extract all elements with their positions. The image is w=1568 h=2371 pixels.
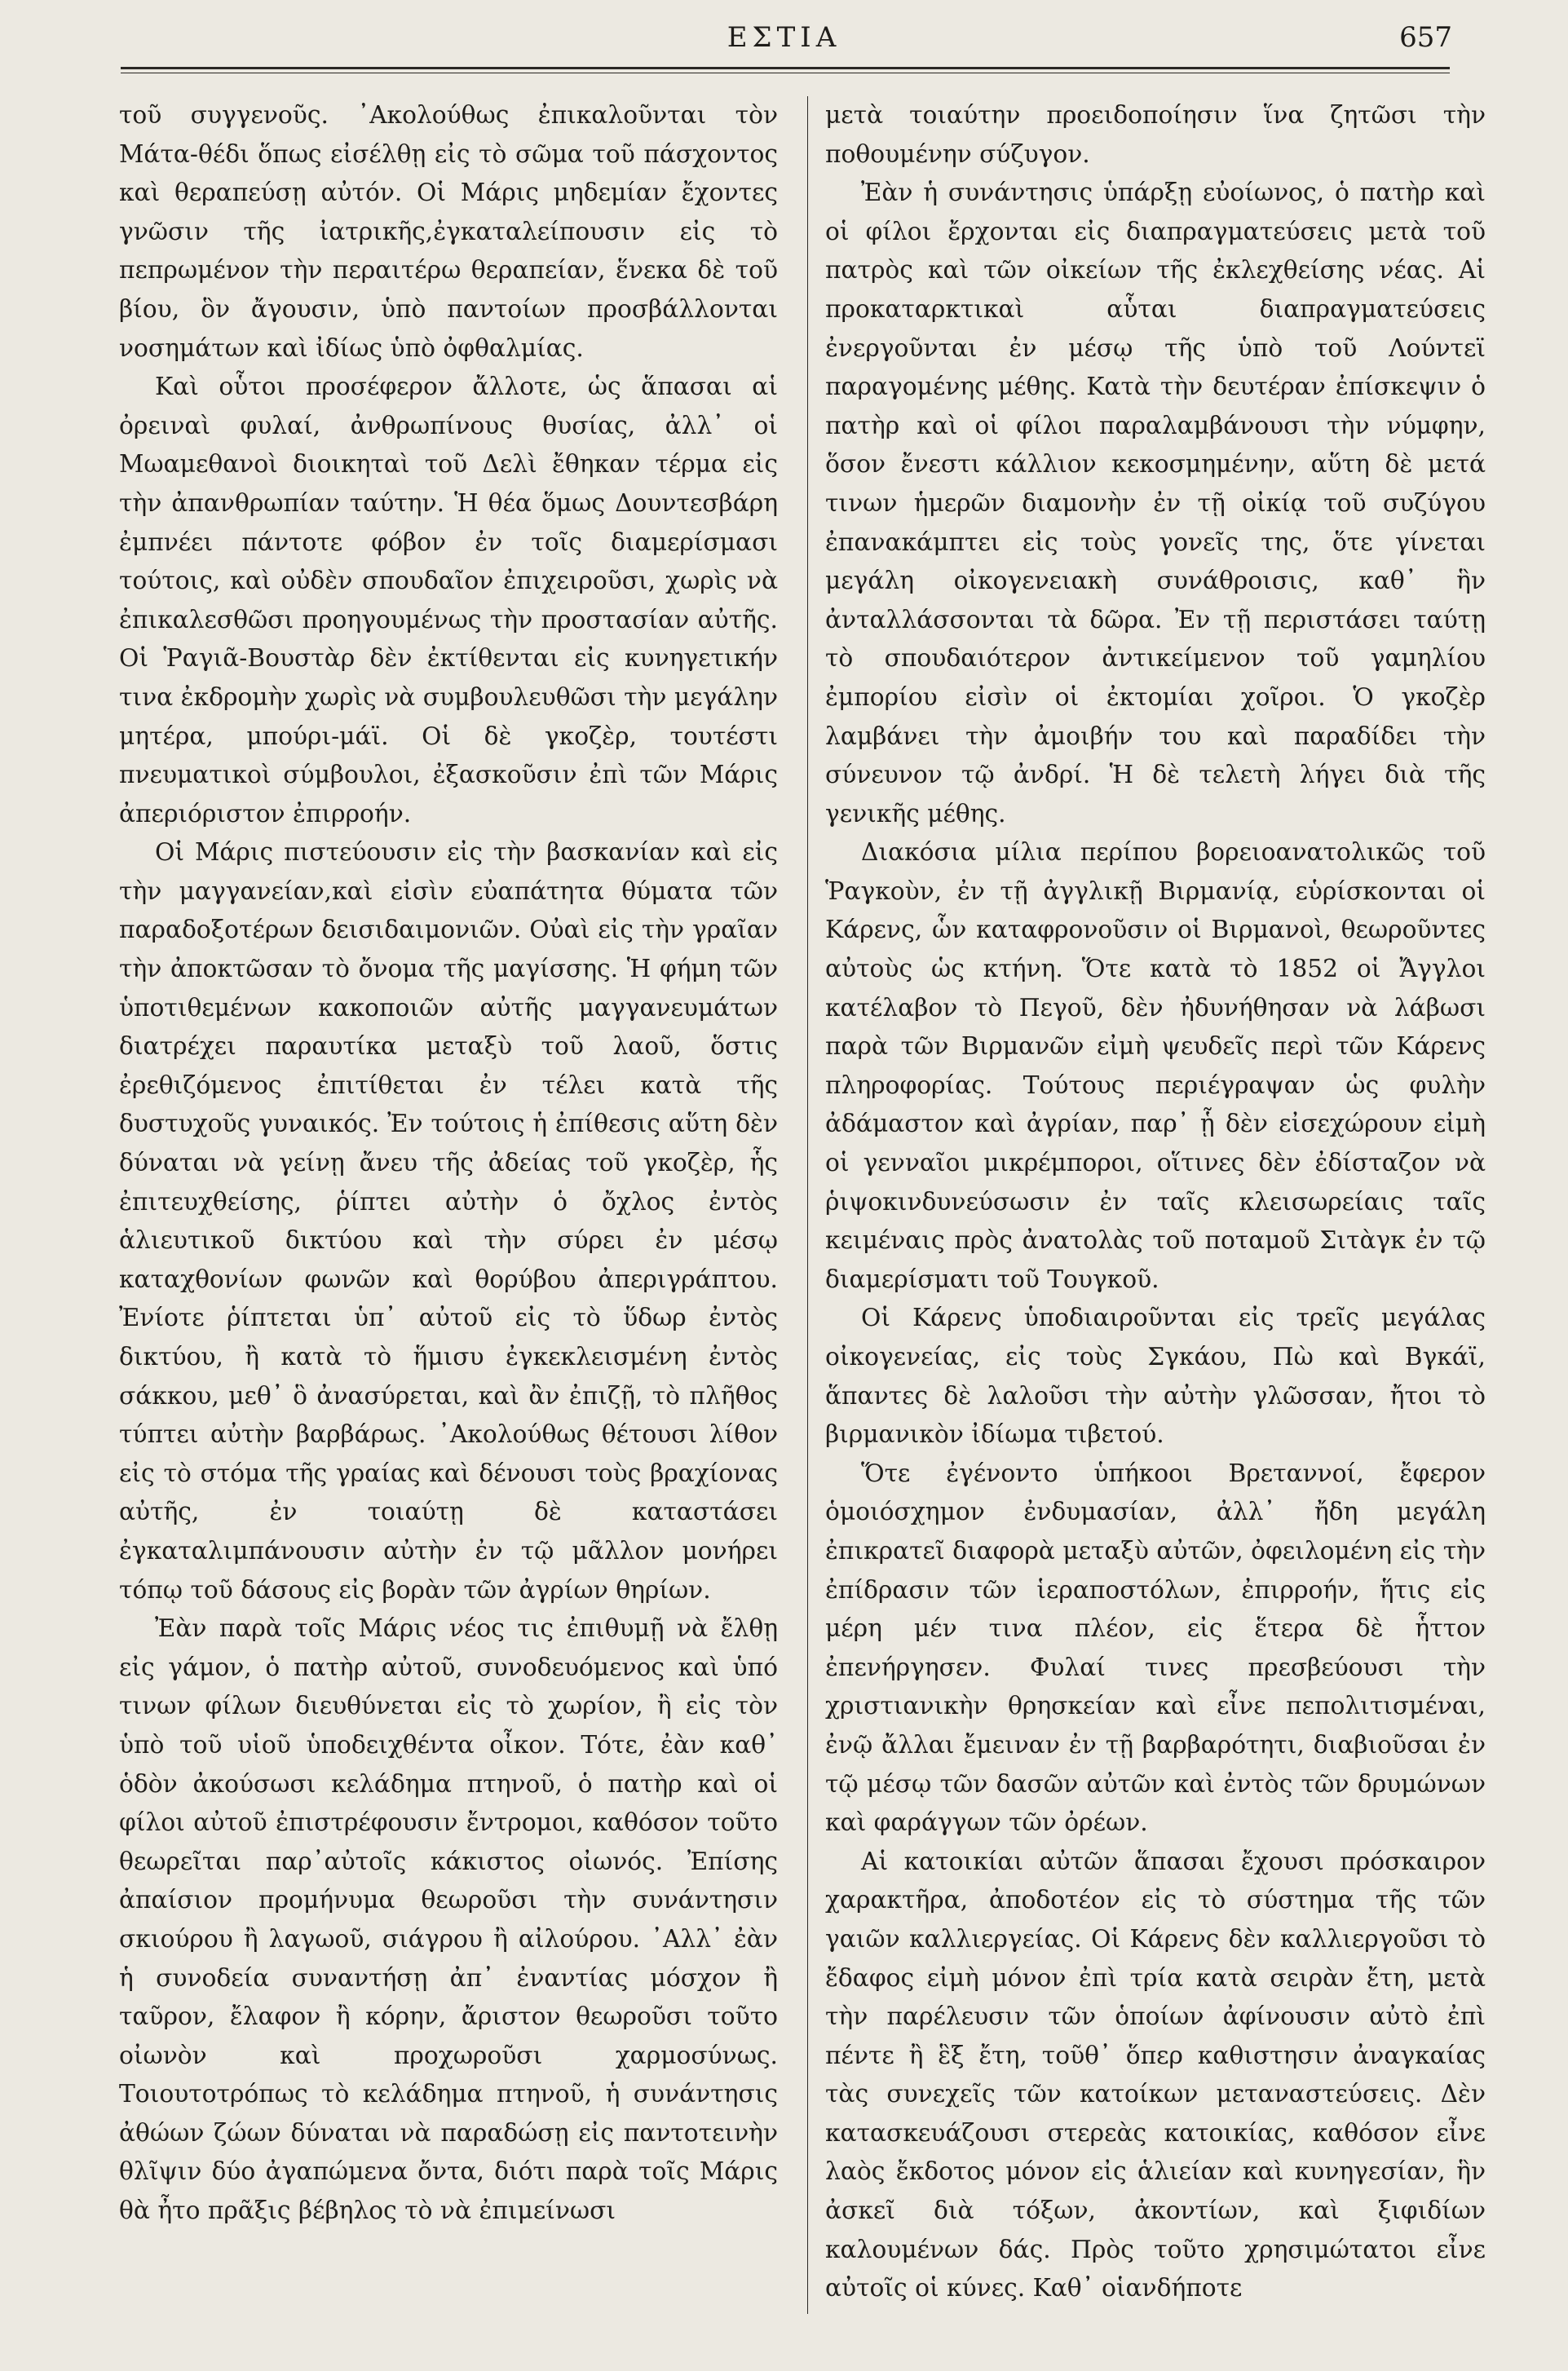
page-number: 657 — [1399, 21, 1452, 54]
paragraph: Οἱ Μάρις πιστεύουσιν εἰς τὴν βασκανίαν καὶ εἰς τὴν μαγγανείαν,καὶ εἰσὶν εὐαπάτητα θύματα τῶν παραδοξοτέρων δεισιδαιμονιῶν. Οὐαὶ εἰς τὴν γραῖαν τὴν ἀποκτῶσαν τὸ ὄνομα τῆς μαγίσσης. Ἡ φήμη τῶν ὑποτιθεμένων κακοποιῶν αὐτῆς μαγγανευμάτων διατρέχει παραυτίκα μεταξὺ τοῦ λαοῦ, ὅστις ἐρεθιζόμενος ἐπιτίθεται ἐν τέλει κατὰ τῆς δυστυχοῦς γυναικός. Ἐν τούτοις ἡ ἐπίθεσις αὕτη δὲν δύναται νὰ γείνῃ ἄνευ τῆς ἀδείας τοῦ γκοζὲρ, ἧς ἐπιτευχθείσης, ῥίπτει αὐτὴν ὁ ὄχλος ἐντὸς ἁλιευτικοῦ δικτύου καὶ τὴν σύρει ἐν μέσῳ καταχθονίων φωνῶν καὶ θορύβου ἀπεριγράπτου. Ἐνίοτε ῥίπτεται ὑπ᾽ αὐτοῦ εἰς τὸ ὕδωρ ἐντὸς δικτύου, ἢ κατὰ τὸ ἥμισυ ἐγκεκλεισμένη ἐντὸς σάκκου, μεθ᾽ ὃ ἀνασύρεται, καὶ ἂν ἐπιζῇ, τὸ πλῆθος τύπτει αὐτὴν βαρβάρως. ᾽Ακολούθως θέτουσι λίθον εἰς τὸ στόμα τῆς γραίας καὶ δένουσι τοὺς βραχίονας αὐτῆς, ἐν τοιαύτῃ δὲ καταστάσει ἐγκαταλιμπάνουσιν αὐτὴν ἐν τῷ μᾶλλον μονήρει τόπῳ τοῦ δάσους εἰς βορὰν τῶν ἀγρίων θηρίων. — [119, 838, 778, 1605]
paragraph: μετὰ τοιαύτην προειδοποίησιν ἵνα ζητῶσι τὴν ποθουμένην σύζυγον. — [825, 101, 1486, 169]
paragraph: Αἱ κατοικίαι αὐτῶν ἅπασαι ἔχουσι πρόσκαιρον χαρακτῆρα, ἀποδοτέον εἰς τὸ σύστημα τῆς τῶν γαιῶν καλλιεργείας. Οἱ Κάρενς δὲν καλλιεργοῦσι τὸ ἔδαφος εἰμὴ μόνον ἐπὶ τρία κατὰ σειρὰν ἔτη, μετὰ τὴν παρέλευσιν τῶν ὁποίων ἀφίνουσιν αὐτὸ ἐπὶ πέντε ἢ ἓξ ἔτη, τοῦθ᾽ ὅπερ καθιστησιν ἀναγκαίας τὰς συνεχεῖς τῶν κατοίκων μεταναστεύσεις. Δὲν κατασκευάζουσι στερεὰς κατοικίας, καθόσον εἶνε λαὸς ἔκδοτος μόνον εἰς ἁλιείαν καὶ κυνηγεσίαν, ἣν ἀσκεῖ διὰ τόξων, ἀκοντίων, καὶ ξιφιδίων καλουμένων δάς. Πρὸς τοῦτο χρησιμώτατοι εἶνε αὐτοῖς οἱ κύνες. Καθ᾽ οἱανδήποτε — [825, 1847, 1486, 2303]
paragraph: Ἐὰν παρὰ τοῖς Μάρις νέος τις ἐπιθυμῇ νὰ ἔλθῃ εἰς γάμον, ὁ πατὴρ αὐτοῦ, συνοδευόμενος καὶ ὑπό τινων φίλων διευθύνεται εἰς τὸ χωρίον, ἢ εἰς τὸν ὑπὸ τοῦ υἱοῦ ὑποδειχθέντα οἶκον. Τότε, ἐὰν καθ᾽ ὁδὸν ἀκούσωσι κελάδημα πτηνοῦ, ὁ πατὴρ καὶ οἱ φίλοι αὐτοῦ ἐπιστρέφουσιν ἔντρομοι, καθόσον τοῦτο θεωρεῖται παρ᾽αὐτοῖς κάκιστος οἰωνός. Ἐπίσης ἀπαίσιον προμήνυμα θεωροῦσι τὴν συνάντησιν σκιούρου ἢ λαγωοῦ, σιάγρου ἢ αἰλούρου. ᾽Αλλ᾽ ἐὰν ἡ συνοδεία συναντήσῃ ἀπ᾽ ἐναντίας μόσχον ἢ ταῦρον, ἔλαφον ἢ κόρην, ἄριστον θεωροῦσι τοῦτο οἰωνὸν καὶ προχωροῦσι χαρμοσύνως. Τοιουτοτρόπως τὸ κελάδημα πτηνοῦ, ἡ συνάντησις ἀθώων ζώων δύναται νὰ παραδώσῃ εἰς παντοτεινὴν θλῖψιν δύο ἀγαπώμενα ὄντα, διότι παρὰ τοῖς Μάρις θὰ ἦτο πρᾶξις βέβηλος τὸ νὰ ἐπιμείνωσι — [119, 1614, 778, 2226]
paragraph: τοῦ συγγενοῦς. ᾽Ακολούθως ἐπικαλοῦνται τὸν Μάτα-θέδι ὅπως εἰσέλθῃ εἰς τὸ σῶμα τοῦ πάσχοντος καὶ θεραπεύσῃ αὐτόν. Οἱ Μάρις μηδεμίαν ἔχοντες γνῶσιν τῆς ἰατρικῆς,ἐγκαταλείπουσιν εἰς τὸ πεπρωμένον τὴν περαιτέρω θεραπείαν, ἕνεκα δὲ τοῦ βίου, ὃν ἄγουσιν, ὑπὸ παντοίων προσβάλλονται νοσημάτων καὶ ἰδίως ὑπὸ ὀφθαλμίας. — [119, 101, 778, 363]
left-column — [119, 96, 778, 2314]
paragraph: Οἱ Κάρενς ὑποδιαιροῦνται εἰς τρεῖς μεγάλας οἰκογενείας, εἰς τοὺς Σγκάου, Πὼ καὶ Βγκάϊ, ἅπαντες δὲ λαλοῦσι τὴν αὐτὴν γλῶσσαν, ἤτοι τὸ βιρμανικὸν ἰδίωμα τιβετού. — [825, 1304, 1486, 1450]
paragraph: Καὶ οὗτοι προσέφερον ἄλλοτε, ὡς ἅπασαι αἱ ὀρειναὶ φυλαί, ἀνθρωπίνους θυσίας, ἀλλ᾽ οἱ Μωαμεθανοὶ διοικηταὶ τοῦ Δελὶ ἔθηκαν τέρμα εἰς τὴν ἀπανθρωπίαν ταύτην. Ἡ θέα ὅμως Δουντεσβάρη ἐμπνέει πάντοτε φόβον ἐν τοῖς διαμερίσμασι τούτοις, καὶ οὐδὲν σπουδαῖον ἐπιχειροῦσι, χωρὶς νὰ ἐπικαλεσθῶσι προηγουμένως τὴν προστασίαν αὐτῆς. Οἱ Ῥαγιᾶ-Βουστὰρ δὲν ἐκτίθενται εἰς κυνηγετικήν τινα ἐκδρομὴν χωρὶς νὰ συμβουλευθῶσι τὴν μεγάλην μητέρα, μπούρι-μάϊ. Οἱ δὲ γκοζὲρ, τουτέστι πνευματικοὶ σύμβουλοι, ἐξασκοῦσιν ἐπὶ τῶν Μάρις ἀπεριόριστον ἐπιρροήν. — [119, 373, 778, 828]
paragraph: Διακόσια μίλια περίπου βορειοανατολικῶς τοῦ Ῥαγκοὺν, ἐν τῇ ἀγγλικῇ Βιρμανίᾳ, εὑρίσκονται οἱ Κάρενς, ὧν καταφρονοῦσιν οἱ Βιρμανοὶ, θεωροῦντες αὐτοὺς ὡς κτήνη. Ὅτε κατὰ τὸ 1852 οἱ Ἄγγλοι κατέλαβον τὸ Πεγοῦ, δὲν ἠδυνήθησαν νὰ λάβωσι παρὰ τῶν Βιρμανῶν εἰμὴ ψευδεῖς περὶ τῶν Κάρενς πληροφορίας. Τούτους περιέγραψαν ὡς φυλὴν ἀδάμαστον καὶ ἀγρίαν, παρ᾽ ᾗ δὲν εἰσεχώρουν εἰμὴ οἱ γενναῖοι μικρέμποροι, οἵτινες δὲν ἐδίσταζον νὰ ῥιψοκινδυνεύσωσιν ἐν ταῖς κλεισωρείαις ταῖς κειμέναις πρὸς ἀνατολὰς τοῦ ποταμοῦ Σιτὰγκ ἐν τῷ διαμερίσματι τοῦ Τουγκοῦ. — [825, 838, 1486, 1294]
right-column — [825, 96, 1486, 2314]
header-rule-thick — [121, 67, 1450, 69]
running-title: ΕΣΤΙΑ — [727, 21, 841, 54]
paragraph: Ὅτε ἐγένοντο ὑπήκοοι Βρεταννοί, ἔφερον ὁμοιόσχημον ἐνδυμασίαν, ἀλλ᾽ ἤδη μεγάλη ἐπικρατεῖ διαφορὰ μεταξὺ αὐτῶν, ὀφειλομένη εἰς τὴν ἐπίδρασιν τῶν ἱεραποστόλων, ἐπιρροήν, ἥτις εἰς μέρη μέν τινα πλέον, εἰς ἕτερα δὲ ἧττον ἐπενήργησεν. Φυλαί τινες πρεσβεύουσι τὴν χριστιανικὴν θρησκείαν καὶ εἶνε πεπολιτισμέναι, ἐνῷ ἄλλαι ἔμειναν ἐν τῇ βαρβαρότητι, διαβιοῦσαι ἐν τῷ μέσῳ τῶν δασῶν αὐτῶν καὶ ἐντὸς τῶν δρυμώνων καὶ φαράγγων τῶν ὀρέων. — [825, 1459, 1486, 1838]
paragraph: Ἐὰν ἡ συνάντησις ὑπάρξῃ εὐοίωνος, ὁ πατὴρ καὶ οἱ φίλοι ἔρχονται εἰς διαπραγματεύσεις μετὰ τοῦ πατρὸς καὶ τῶν οἰκείων τῆς ἐκλεχθείσης νέας. Αἱ προκαταρκτικαὶ αὗται διαπραγματεύσεις ἐνεργοῦνται ἐν μέσῳ τῆς ὑπὸ τοῦ Λούντεϊ παραγομένης μέθης. Κατὰ τὴν δευτέραν ἐπίσκεψιν ὁ πατὴρ καὶ οἱ φίλοι παραλαμβάνουσι τὴν νύμφην, ὅσον ἔνεστι κάλλιον κεκοσμημένην, αὕτη δὲ μετά τινων ἡμερῶν διαμονὴν ἐν τῇ οἰκίᾳ τοῦ συζύγου ἐπανακάμπτει εἰς τοὺς γονεῖς της, ὅτε γίνεται μεγάλη οἰκογενειακὴ συνάθροισις, καθ᾽ ἣν ἀνταλλάσσονται τὰ δῶρα. Ἐν τῇ περιστάσει ταύτῃ τὸ σπουδαιότερον ἀντικείμενον τοῦ γαμηλίου ἐμπορίου εἰσὶν οἱ ἐκτομίαι χοῖροι. Ὁ γκοζὲρ λαμβάνει τὴν ἀμοιβήν του καὶ παραδίδει τὴν σύνευνον τῷ ἀνδρί. Ἡ δὲ τελετὴ λήγει διὰ τῆς γενικῆς μέθης. — [825, 179, 1486, 828]
column-divider — [807, 96, 808, 2314]
